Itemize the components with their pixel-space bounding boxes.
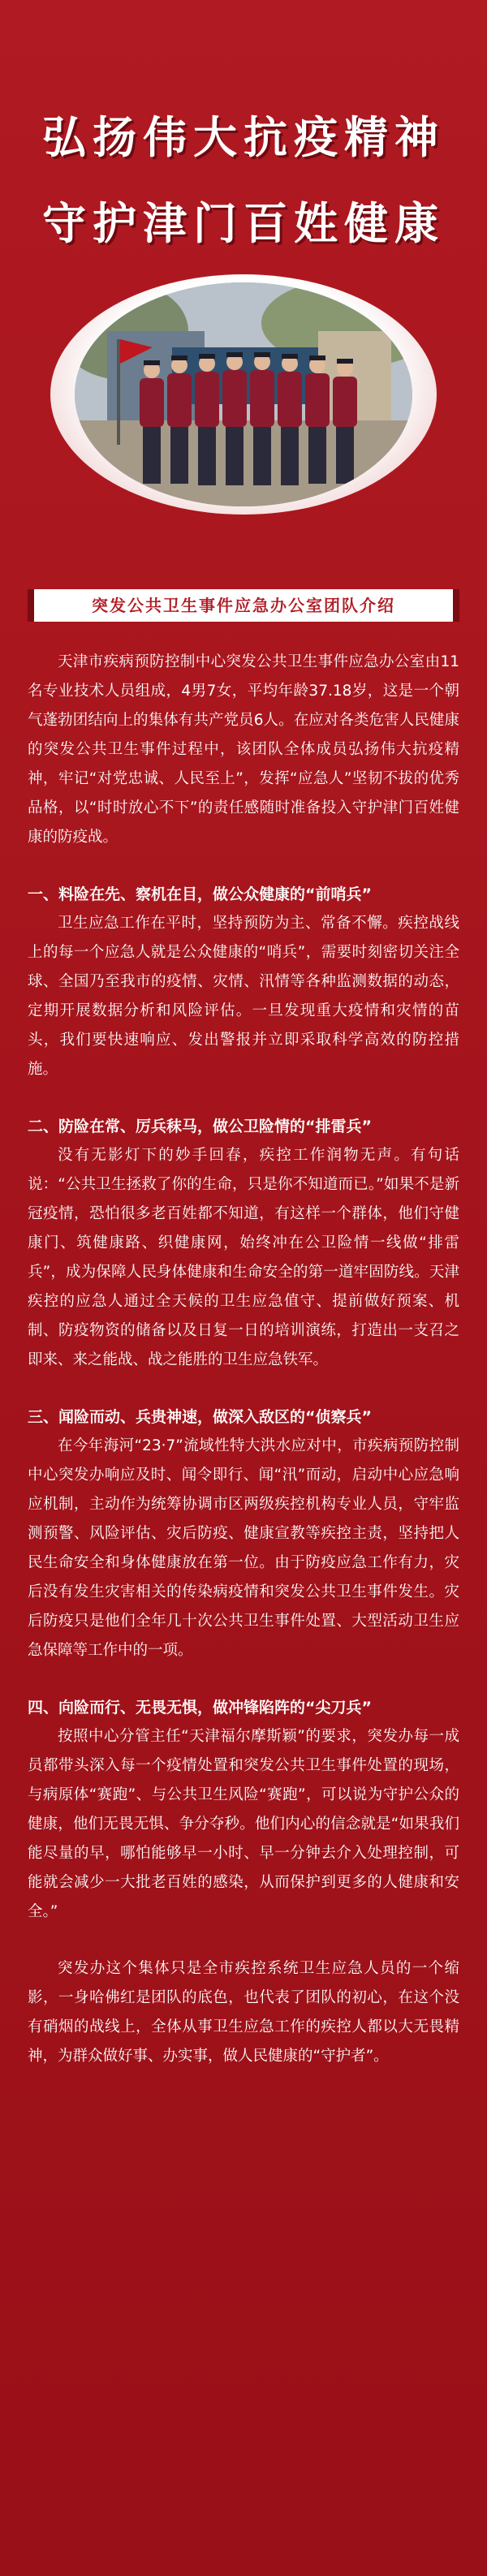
title-line-2: 守护津门百姓健康 [42,197,445,249]
photo-frame [50,274,437,515]
section-body-1: 卫生应急工作在平时，坚持预防为主、常备不懈。疾控战线上的每一个应急人就是公众健康的“哨兵”，需要时刻密切关注全球、全国乃至我市的疫情、灾情、汛情等各种监测数据的动态，定期开展数据分析和风险评估。一旦发现重大疫情和灾情的苗头，我们要快速响应、发出警报并立即采取科学高效的防控措施。 [28,915,459,1078]
section-heading-4: 四、向险而行、无畏无惧，做冲锋陷阵的“尖刀兵” [28,1699,372,1717]
team-photo [75,282,412,506]
intro-paragraph: 天津市疾病预防控制中心突发公共卫生事件应急办公室由11名专业技术人员组成，4男7女，平均年龄37.18岁，这是一个朝气蓬勃团结向上的集体有共产党员6人。在应对各类危害人民健康的突发公共卫生事件过程中，该团队全体成员弘扬伟大抗疫精神，牢记“对党忠诚、人民至上”，发挥“应急人”坚韧不拔的优秀品格，以“时时放心不下”的责任感随时准备投入守护津门百姓健康的防疫战。 [28,653,459,846]
section-body-2: 没有无影灯下的妙手回春，疾控工作润物无声。有句话说：“公共卫生拯救了你的生命，只是你不知道而已。”如果不是新冠疫情，恐怕很多老百姓都不知道，有这样一个群体，他们守健康门、筑健康路、织健康网，始终冲在公卫险情一线做“排雷兵”，成为保障人民身体健康和生命安全的第一道牢固防线。天津疾控的应急人通过全天候的卫生应急值守、提前做好预案、机制、防疫物资的储备以及日复一日的培训演练，打造出一支召之即来、来之能战、战之能胜的卫生应急铁军。 [28,1147,459,1368]
section-subtitle: 突发公共卫生事件应急办公室团队介绍 [28,589,459,622]
title-line-1: 弘扬伟大抗疫精神 [42,111,445,163]
closing-paragraph: 突发办这个集体只是全市疾控系统卫生应急人员的一个缩影，一身哈佛红是团队的底色，也代表了团队的初心，在这个没有硝烟的战线上，全体从事卫生应急工作的疾控人都以大无畏精神，为群众做好事、办实事，做人民健康的“守护者”。 [28,1960,459,2065]
article-body [28,648,459,2071]
section-body-4: 按照中心分管主任“天津福尔摩斯颖”的要求，突发办每一成员都带头深入每一个疫情处置和突发公共卫生事件处置的现场，与病原体“赛跑”、与公共卫生风险“赛跑”，可以说为守护公众的健康，他们无畏无惧、争分夺秒。他们内心的信念就是“如果我们能尽量的早，哪怕能够早一小时、早一分钟去介入处理控制，可能就会减少一大批老百姓的感染，从而保护到更多的人健康和安全。” [28,1728,459,1920]
section-heading-2: 二、防险在常、厉兵秣马，做公卫险情的“排雷兵” [28,1118,372,1135]
section-body-3: 在今年海河“23·7”流域性特大洪水应对中，市疾病预防控制中心突发办响应及时、闻令即行、闻“汛”而动，启动中心应急响应机制，主动作为统筹协调市区两级疾控机构专业人员，守牢监测预警、风险评估、灾后防疫、健康宣教等疾控主责，坚持把人民生命安全和身体健康放在第一位。由于防疫应急工作有力，灾后没有发生灾害相关的传染病疫情和突发公共卫生事件发生。灾后防疫只是他们全年几十次公共卫生事件处置、大型活动卫生应急保障等工作中的一项。 [28,1437,459,1659]
section-heading-3: 三、闻险而动、兵贵神速，做深入敌区的“侦察兵” [28,1408,372,1426]
section-heading-1: 一、料险在先、察机在目，做公众健康的“前哨兵” [28,885,372,903]
team-photo-illustration [75,282,412,506]
